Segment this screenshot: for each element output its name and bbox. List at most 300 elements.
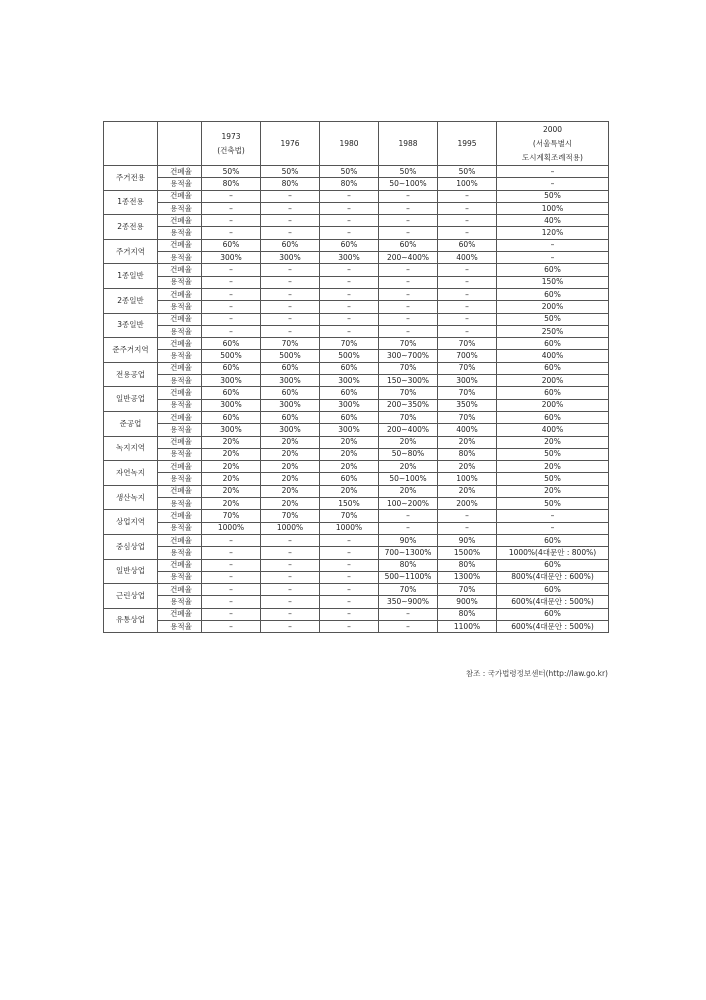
- value-cell: –: [202, 264, 261, 276]
- value-cell: –: [438, 301, 497, 313]
- value-cell: –: [320, 559, 379, 571]
- value-cell: 150%: [497, 276, 609, 288]
- value-cell: –: [261, 202, 320, 214]
- value-cell: –: [202, 559, 261, 571]
- metric-cell: 용적율: [158, 522, 202, 534]
- metric-cell: 용적율: [158, 424, 202, 436]
- metric-cell: 건폐율: [158, 534, 202, 546]
- metric-cell: 용적율: [158, 473, 202, 485]
- value-cell: 300%: [202, 424, 261, 436]
- table-row: [104, 227, 609, 239]
- metric-cell: 건폐율: [158, 215, 202, 227]
- value-cell: –: [202, 215, 261, 227]
- value-cell: 200~350%: [379, 399, 438, 411]
- value-cell: 50%: [497, 473, 609, 485]
- value-cell: 300%: [261, 252, 320, 264]
- table-header-row: [104, 122, 609, 166]
- value-cell: 70%: [379, 338, 438, 350]
- value-cell: –: [261, 584, 320, 596]
- value-cell: –: [379, 620, 438, 632]
- value-cell: 400%: [497, 350, 609, 362]
- table-row: [104, 215, 609, 227]
- value-cell: 50%: [497, 498, 609, 510]
- zone-cell: 2종일반: [104, 288, 158, 313]
- value-cell: 100~200%: [379, 498, 438, 510]
- zone-cell: 일반공업: [104, 387, 158, 412]
- value-cell: –: [379, 313, 438, 325]
- metric-cell: 용적율: [158, 498, 202, 510]
- metric-cell: 용적율: [158, 448, 202, 460]
- value-cell: 90%: [438, 534, 497, 546]
- value-cell: 70%: [379, 411, 438, 423]
- value-cell: –: [379, 276, 438, 288]
- value-cell: 70%: [438, 338, 497, 350]
- table-row: [104, 411, 609, 423]
- value-cell: –: [261, 313, 320, 325]
- value-cell: –: [261, 571, 320, 583]
- metric-cell: 용적율: [158, 350, 202, 362]
- value-cell: –: [438, 227, 497, 239]
- value-cell: 60%: [497, 411, 609, 423]
- value-cell: 60%: [497, 584, 609, 596]
- value-cell: 60%: [202, 387, 261, 399]
- value-cell: –: [497, 252, 609, 264]
- value-cell: –: [320, 288, 379, 300]
- value-cell: 200~400%: [379, 424, 438, 436]
- metric-cell: 건폐율: [158, 239, 202, 251]
- value-cell: 70%: [379, 362, 438, 374]
- value-cell: 70%: [438, 584, 497, 596]
- value-cell: 40%: [497, 215, 609, 227]
- value-cell: 60%: [497, 288, 609, 300]
- header-metric: [158, 122, 202, 166]
- value-cell: –: [261, 215, 320, 227]
- table-row: [104, 485, 609, 497]
- value-cell: 20%: [261, 461, 320, 473]
- value-cell: 20%: [497, 436, 609, 448]
- value-cell: 70%: [379, 387, 438, 399]
- value-cell: –: [497, 166, 609, 178]
- value-cell: 60%: [497, 608, 609, 620]
- value-cell: 20%: [438, 485, 497, 497]
- value-cell: –: [320, 547, 379, 559]
- value-cell: 70%: [438, 411, 497, 423]
- value-cell: 300%: [320, 399, 379, 411]
- header-year: 1988: [379, 122, 438, 166]
- value-cell: –: [320, 313, 379, 325]
- value-cell: 60%: [497, 362, 609, 374]
- value-cell: 800%(4대문안 : 600%): [497, 571, 609, 583]
- value-cell: 60%: [379, 239, 438, 251]
- value-cell: 200%: [438, 498, 497, 510]
- metric-cell: 용적율: [158, 620, 202, 632]
- value-cell: 50%: [497, 190, 609, 202]
- metric-cell: 용적율: [158, 399, 202, 411]
- value-cell: –: [202, 190, 261, 202]
- value-cell: –: [261, 264, 320, 276]
- value-cell: 70%: [202, 510, 261, 522]
- value-cell: 20%: [497, 461, 609, 473]
- metric-cell: 건폐율: [158, 485, 202, 497]
- metric-cell: 용적율: [158, 325, 202, 337]
- value-cell: 20%: [202, 448, 261, 460]
- zone-cell: 주거지역: [104, 239, 158, 264]
- value-cell: 20%: [320, 485, 379, 497]
- value-cell: –: [320, 227, 379, 239]
- value-cell: 80%: [261, 178, 320, 190]
- value-cell: 1000%(4대문안 : 800%): [497, 547, 609, 559]
- table-row: [104, 436, 609, 448]
- value-cell: –: [202, 584, 261, 596]
- table-row: [104, 276, 609, 288]
- value-cell: 20%: [320, 461, 379, 473]
- metric-cell: 건폐율: [158, 559, 202, 571]
- value-cell: 300~700%: [379, 350, 438, 362]
- metric-cell: 건폐율: [158, 510, 202, 522]
- value-cell: –: [202, 608, 261, 620]
- value-cell: –: [202, 571, 261, 583]
- value-cell: 20%: [202, 485, 261, 497]
- value-cell: 50%: [438, 166, 497, 178]
- value-cell: 300%: [202, 399, 261, 411]
- value-cell: 200%: [497, 399, 609, 411]
- value-cell: 80%: [202, 178, 261, 190]
- table-row: [104, 473, 609, 485]
- value-cell: –: [379, 215, 438, 227]
- value-cell: 60%: [497, 559, 609, 571]
- value-cell: –: [261, 288, 320, 300]
- value-cell: –: [320, 264, 379, 276]
- table-row: [104, 178, 609, 190]
- metric-cell: 용적율: [158, 276, 202, 288]
- zone-cell: 자연녹지: [104, 461, 158, 486]
- value-cell: 60%: [320, 411, 379, 423]
- value-cell: –: [438, 522, 497, 534]
- value-cell: –: [202, 227, 261, 239]
- value-cell: 60%: [261, 387, 320, 399]
- value-cell: 100%: [438, 473, 497, 485]
- value-cell: 300%: [261, 424, 320, 436]
- zone-cell: 유통상업: [104, 608, 158, 633]
- value-cell: 300%: [261, 375, 320, 387]
- value-cell: 60%: [497, 387, 609, 399]
- value-cell: 70%: [438, 387, 497, 399]
- value-cell: 20%: [202, 461, 261, 473]
- value-cell: 50~100%: [379, 473, 438, 485]
- value-cell: –: [497, 239, 609, 251]
- value-cell: 500%: [261, 350, 320, 362]
- value-cell: –: [379, 227, 438, 239]
- value-cell: 700~1300%: [379, 547, 438, 559]
- table-row: [104, 350, 609, 362]
- value-cell: –: [379, 510, 438, 522]
- value-cell: 50%: [320, 166, 379, 178]
- value-cell: 60%: [261, 239, 320, 251]
- table-row: [104, 362, 609, 374]
- value-cell: 50%: [261, 166, 320, 178]
- zone-cell: 중심상업: [104, 534, 158, 559]
- value-cell: 90%: [379, 534, 438, 546]
- header-year: 2000 (서울특별시 도시계획조례적용): [497, 122, 609, 166]
- zone-cell: 준공업: [104, 411, 158, 436]
- table-row: [104, 608, 609, 620]
- value-cell: 60%: [320, 387, 379, 399]
- value-cell: –: [497, 510, 609, 522]
- value-cell: –: [379, 522, 438, 534]
- value-cell: 80%: [320, 178, 379, 190]
- header-year: 1980: [320, 122, 379, 166]
- value-cell: –: [261, 276, 320, 288]
- value-cell: 1300%: [438, 571, 497, 583]
- metric-cell: 건폐율: [158, 288, 202, 300]
- value-cell: 500%: [202, 350, 261, 362]
- value-cell: 60%: [202, 239, 261, 251]
- value-cell: –: [202, 276, 261, 288]
- value-cell: 500%: [320, 350, 379, 362]
- zoning-ratio-table: [103, 121, 609, 633]
- value-cell: –: [261, 620, 320, 632]
- metric-cell: 용적율: [158, 227, 202, 239]
- value-cell: –: [202, 325, 261, 337]
- value-cell: –: [320, 215, 379, 227]
- value-cell: 80%: [379, 559, 438, 571]
- value-cell: –: [261, 301, 320, 313]
- value-cell: 1000%: [320, 522, 379, 534]
- metric-cell: 용적율: [158, 301, 202, 313]
- value-cell: –: [261, 608, 320, 620]
- value-cell: 20%: [202, 498, 261, 510]
- value-cell: –: [497, 178, 609, 190]
- metric-cell: 용적율: [158, 375, 202, 387]
- metric-cell: 용적율: [158, 547, 202, 559]
- table-row: [104, 325, 609, 337]
- value-cell: –: [379, 325, 438, 337]
- value-cell: 20%: [497, 485, 609, 497]
- value-cell: –: [438, 276, 497, 288]
- value-cell: 300%: [320, 424, 379, 436]
- value-cell: 120%: [497, 227, 609, 239]
- table-row: [104, 387, 609, 399]
- value-cell: –: [438, 202, 497, 214]
- value-cell: –: [320, 620, 379, 632]
- metric-cell: 건폐율: [158, 166, 202, 178]
- value-cell: –: [202, 620, 261, 632]
- value-cell: –: [261, 534, 320, 546]
- table-row: [104, 190, 609, 202]
- value-cell: –: [379, 190, 438, 202]
- table-row: [104, 288, 609, 300]
- value-cell: 400%: [438, 252, 497, 264]
- value-cell: 900%: [438, 596, 497, 608]
- value-cell: 300%: [438, 375, 497, 387]
- table-row: [104, 584, 609, 596]
- metric-cell: 건폐율: [158, 436, 202, 448]
- metric-cell: 건폐율: [158, 338, 202, 350]
- table-row: [104, 510, 609, 522]
- value-cell: –: [438, 313, 497, 325]
- value-cell: –: [202, 313, 261, 325]
- value-cell: 60%: [261, 362, 320, 374]
- value-cell: 350%: [438, 399, 497, 411]
- value-cell: –: [379, 301, 438, 313]
- value-cell: 50~100%: [379, 178, 438, 190]
- value-cell: 60%: [497, 534, 609, 546]
- value-cell: –: [379, 608, 438, 620]
- metric-cell: 건폐율: [158, 387, 202, 399]
- value-cell: –: [438, 215, 497, 227]
- value-cell: –: [438, 510, 497, 522]
- table-row: [104, 559, 609, 571]
- value-cell: 70%: [261, 338, 320, 350]
- metric-cell: 용적율: [158, 252, 202, 264]
- value-cell: 150~300%: [379, 375, 438, 387]
- value-cell: –: [202, 301, 261, 313]
- value-cell: –: [202, 288, 261, 300]
- value-cell: –: [261, 547, 320, 559]
- metric-cell: 건폐율: [158, 584, 202, 596]
- zone-cell: 3종일반: [104, 313, 158, 338]
- zone-cell: 준주거지역: [104, 338, 158, 363]
- value-cell: 70%: [379, 584, 438, 596]
- table-row: [104, 522, 609, 534]
- value-cell: –: [320, 190, 379, 202]
- value-cell: 50%: [497, 448, 609, 460]
- value-cell: –: [261, 190, 320, 202]
- value-cell: –: [202, 596, 261, 608]
- value-cell: 60%: [320, 239, 379, 251]
- value-cell: 20%: [438, 436, 497, 448]
- zone-cell: 1종전용: [104, 190, 158, 215]
- value-cell: –: [379, 288, 438, 300]
- table-row: [104, 301, 609, 313]
- table-row: [104, 375, 609, 387]
- metric-cell: 건폐율: [158, 608, 202, 620]
- value-cell: 100%: [438, 178, 497, 190]
- value-cell: –: [261, 325, 320, 337]
- metric-cell: 건폐율: [158, 313, 202, 325]
- value-cell: 1500%: [438, 547, 497, 559]
- value-cell: 20%: [320, 448, 379, 460]
- value-cell: 150%: [320, 498, 379, 510]
- table-row: [104, 498, 609, 510]
- value-cell: 60%: [202, 411, 261, 423]
- table-row: [104, 424, 609, 436]
- table-row: [104, 448, 609, 460]
- table-row: [104, 461, 609, 473]
- value-cell: 80%: [438, 448, 497, 460]
- zone-cell: 근린상업: [104, 584, 158, 609]
- metric-cell: 건폐율: [158, 190, 202, 202]
- value-cell: –: [379, 264, 438, 276]
- value-cell: –: [320, 608, 379, 620]
- zone-cell: 주거전용: [104, 166, 158, 191]
- metric-cell: 건폐율: [158, 461, 202, 473]
- value-cell: 1100%: [438, 620, 497, 632]
- value-cell: –: [320, 596, 379, 608]
- value-cell: 20%: [438, 461, 497, 473]
- metric-cell: 용적율: [158, 178, 202, 190]
- value-cell: 60%: [320, 473, 379, 485]
- value-cell: 20%: [261, 498, 320, 510]
- value-cell: 350~900%: [379, 596, 438, 608]
- value-cell: –: [261, 559, 320, 571]
- value-cell: 300%: [202, 252, 261, 264]
- zone-cell: 생산녹지: [104, 485, 158, 510]
- value-cell: 70%: [438, 362, 497, 374]
- value-cell: –: [497, 522, 609, 534]
- value-cell: 200%: [497, 301, 609, 313]
- zone-cell: 1종일반: [104, 264, 158, 289]
- value-cell: 100%: [497, 202, 609, 214]
- zone-cell: 2종전용: [104, 215, 158, 240]
- value-cell: –: [202, 534, 261, 546]
- header-year: 1973 (건축법): [202, 122, 261, 166]
- metric-cell: 용적율: [158, 571, 202, 583]
- source-note: 참조 : 국가법령정보센터(http://law.go.kr): [465, 669, 608, 678]
- value-cell: 20%: [261, 485, 320, 497]
- table-row: [104, 166, 609, 178]
- value-cell: 70%: [320, 510, 379, 522]
- table-row: [104, 620, 609, 632]
- value-cell: 1000%: [261, 522, 320, 534]
- value-cell: –: [320, 534, 379, 546]
- zone-cell: 녹지지역: [104, 436, 158, 461]
- value-cell: –: [320, 584, 379, 596]
- value-cell: 60%: [202, 362, 261, 374]
- table-row: [104, 264, 609, 276]
- metric-cell: 건폐율: [158, 362, 202, 374]
- table-row: [104, 338, 609, 350]
- value-cell: 50%: [202, 166, 261, 178]
- value-cell: 60%: [320, 362, 379, 374]
- table-row: [104, 202, 609, 214]
- table-row: [104, 596, 609, 608]
- header-year: 1995: [438, 122, 497, 166]
- value-cell: –: [438, 190, 497, 202]
- value-cell: 20%: [320, 436, 379, 448]
- header-zone: [104, 122, 158, 166]
- value-cell: –: [438, 288, 497, 300]
- metric-cell: 용적율: [158, 202, 202, 214]
- metric-cell: 건폐율: [158, 411, 202, 423]
- value-cell: 300%: [202, 375, 261, 387]
- value-cell: 60%: [261, 411, 320, 423]
- value-cell: 20%: [202, 473, 261, 485]
- value-cell: –: [438, 325, 497, 337]
- value-cell: 1000%: [202, 522, 261, 534]
- value-cell: 20%: [202, 436, 261, 448]
- value-cell: 20%: [379, 436, 438, 448]
- value-cell: 600%(4대문안 : 500%): [497, 596, 609, 608]
- value-cell: 80%: [438, 608, 497, 620]
- value-cell: 200~400%: [379, 252, 438, 264]
- metric-cell: 건폐율: [158, 264, 202, 276]
- value-cell: 80%: [438, 559, 497, 571]
- value-cell: 300%: [320, 375, 379, 387]
- value-cell: 20%: [379, 461, 438, 473]
- value-cell: 60%: [202, 338, 261, 350]
- value-cell: 70%: [320, 338, 379, 350]
- value-cell: 50%: [379, 166, 438, 178]
- value-cell: 60%: [438, 239, 497, 251]
- value-cell: 200%: [497, 375, 609, 387]
- value-cell: –: [202, 202, 261, 214]
- value-cell: –: [320, 571, 379, 583]
- table-row: [104, 252, 609, 264]
- header-year: 1976: [261, 122, 320, 166]
- value-cell: 700%: [438, 350, 497, 362]
- value-cell: 400%: [497, 424, 609, 436]
